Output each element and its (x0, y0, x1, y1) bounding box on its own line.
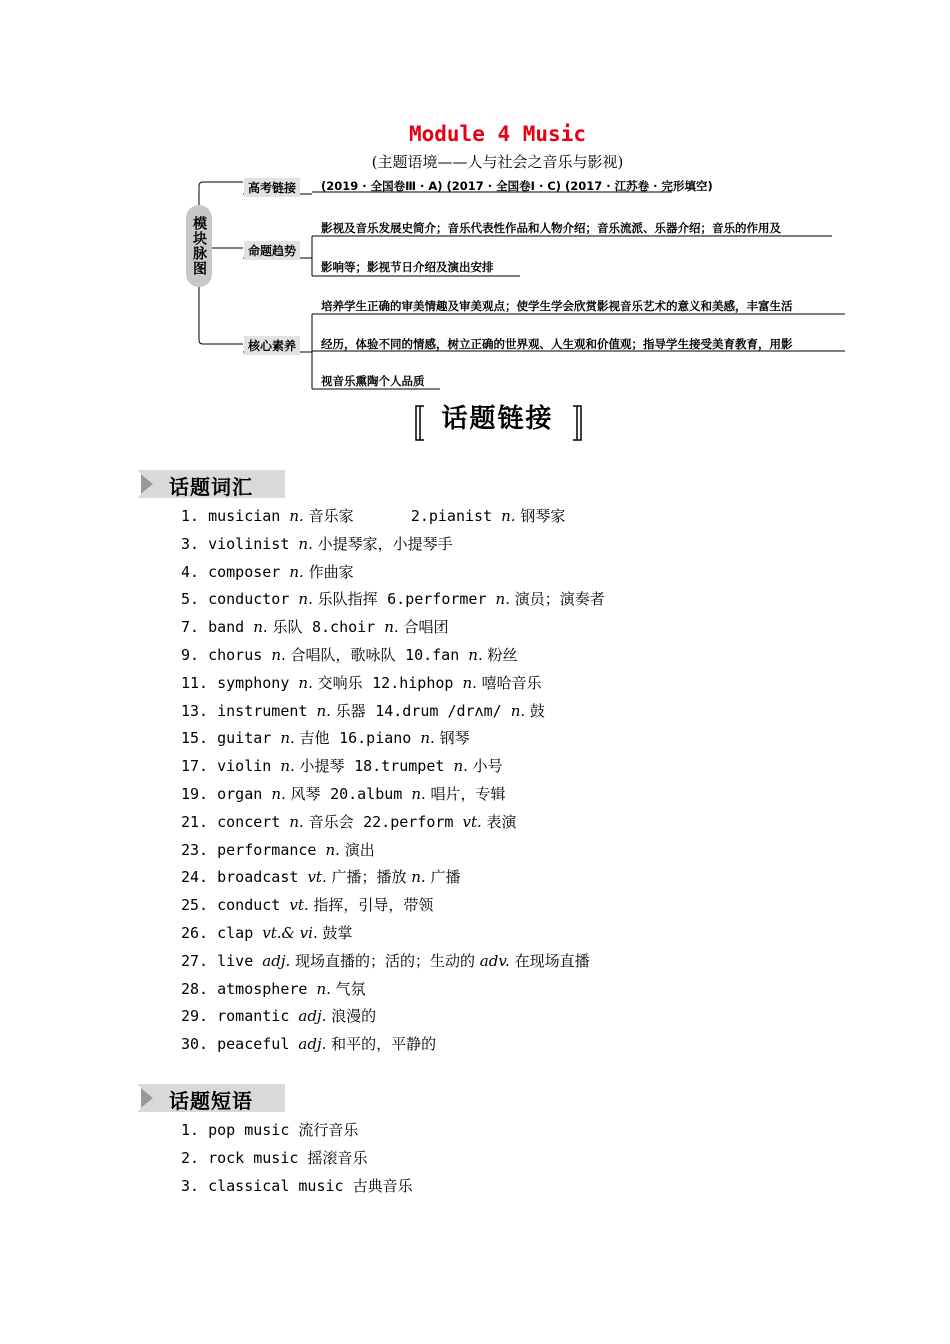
term: 2.pianist (410, 507, 502, 525)
list-item (181, 920, 605, 948)
term: 5. conductor (181, 590, 299, 609)
part-of-speech: adv. (479, 951, 510, 970)
list-item (181, 531, 605, 559)
part-of-speech: n. (453, 757, 468, 776)
definition: 鼓掌 (317, 923, 353, 942)
term: 7. band (181, 618, 254, 637)
list-item (181, 1173, 413, 1201)
part-of-speech: n. (384, 618, 399, 637)
definition: 乐队 (267, 618, 312, 637)
definition: 合唱队，歌咏队 (285, 645, 406, 664)
term: 16.piano (339, 729, 421, 748)
branch-core-label: 核心素养 (244, 336, 300, 355)
definition: 在现场直播 (509, 951, 590, 970)
part-of-speech: n. (280, 729, 295, 748)
definition: 吉他 (294, 729, 340, 748)
part-of-speech: vt. (289, 896, 309, 915)
term: 1. pop music (181, 1121, 299, 1139)
term: 3. violinist (181, 534, 299, 553)
definition: 小号 (467, 757, 503, 776)
branch-trend-text-2: 影响等；影视节日介绍及演出安排 (321, 260, 494, 274)
definition: 现场直播的；活的；生动的 (290, 951, 480, 970)
definition: 演出 (339, 840, 375, 859)
part-of-speech: n. (271, 784, 286, 803)
definition: 钢琴家 (515, 507, 566, 525)
term: 9. chorus (181, 645, 272, 664)
part-of-speech: n. (495, 590, 510, 609)
part-of-speech: n. (316, 979, 331, 998)
definition: 唱片，专辑 (425, 784, 506, 803)
list-item (181, 948, 605, 976)
part-of-speech: n. (253, 618, 268, 637)
definition: 古典音乐 (352, 1176, 413, 1195)
part-of-speech: n. (289, 562, 304, 581)
banner-brackets (0, 0, 950, 460)
topic-link-banner: 话题链接 (441, 404, 554, 434)
page-title: Module 4 Music (408, 122, 586, 146)
part-of-speech: n. (271, 645, 286, 664)
list-item (181, 837, 605, 865)
definition: 作曲家 (303, 562, 354, 581)
definition: 音乐家 (303, 507, 411, 525)
branch-trend-text-1: 影视及音乐发展史简介；音乐代表性作品和人物介绍；音乐流派、乐器介绍；音乐的作用及 (321, 221, 781, 235)
definition: 交响乐 (312, 673, 373, 692)
phrase-list (181, 1117, 413, 1200)
arrow-icon (141, 1088, 153, 1108)
part-of-speech: n. (289, 507, 304, 525)
term: 12.hiphop (372, 673, 463, 692)
list-item (181, 725, 605, 753)
list-item (181, 503, 605, 531)
term: 17. violin (181, 757, 281, 776)
list-item (181, 670, 605, 698)
list-item (181, 892, 605, 920)
part-of-speech: n. (411, 784, 426, 803)
section-vocab-header: 话题词汇 (137, 470, 285, 498)
term: 25. conduct (181, 896, 290, 915)
term: 28. atmosphere (181, 979, 317, 998)
definition: 指挥，引导，带领 (308, 896, 434, 915)
definition: 气氛 (330, 979, 366, 998)
definition: 乐器 (330, 701, 376, 720)
part-of-speech: adj. (298, 1035, 327, 1054)
term: 15. guitar (181, 729, 281, 748)
term: 19. organ (181, 784, 272, 803)
part-of-speech: n. (280, 757, 295, 776)
part-of-speech: n. (325, 840, 340, 859)
term: 18.trumpet (354, 757, 454, 776)
definition: 钢琴 (434, 729, 470, 748)
definition: 音乐会 (303, 812, 364, 831)
branch-gaokao-label: 高考链接 (244, 178, 300, 197)
part-of-speech: n. (298, 673, 313, 692)
branch-core-text-1: 培养学生正确的审美情趣及审美观点；使学生学会欣赏影视音乐艺术的意义和美感，丰富生活 (321, 299, 793, 313)
term: 2. rock music (181, 1148, 308, 1167)
term: 11. symphony (181, 673, 299, 692)
definition: 鼓 (525, 701, 545, 720)
definition: 乐队指挥 (312, 590, 388, 609)
term: 27. live (181, 951, 263, 970)
term: 4. composer (181, 562, 290, 581)
definition: 广播 (425, 868, 461, 887)
definition: 小提琴家，小提琴手 (312, 534, 453, 553)
list-item (181, 864, 605, 892)
list-item (181, 753, 605, 781)
list-item (181, 781, 605, 809)
list-item (181, 809, 605, 837)
part-of-speech: n. (468, 645, 483, 664)
definition: 嘻哈音乐 (476, 673, 542, 692)
part-of-speech: n. (510, 701, 526, 720)
part-of-speech: vt.& vi. (262, 923, 318, 942)
part-of-speech: n. (289, 812, 304, 831)
term: 30. peaceful (181, 1035, 299, 1054)
part-of-speech: vt. (307, 868, 327, 887)
term: 22.perform (363, 812, 463, 831)
definition: 演员；演奏者 (509, 590, 605, 609)
definition: 摇滚音乐 (307, 1148, 368, 1167)
arrow-icon (141, 474, 153, 494)
definition: 和平的，平静的 (326, 1035, 437, 1054)
term: 10.fan (405, 645, 469, 664)
term: 20.album (330, 784, 412, 803)
definition: 流行音乐 (298, 1121, 359, 1139)
definition: 粉丝 (482, 645, 518, 664)
term: 29. romantic (181, 1007, 299, 1026)
list-item (181, 1145, 413, 1173)
list-item (181, 1117, 413, 1145)
definition: 广播；播放 (326, 868, 412, 887)
part-of-speech: vt. (462, 812, 482, 831)
part-of-speech: n. (501, 507, 516, 525)
term: 23. performance (181, 840, 326, 859)
list-item (181, 976, 605, 1004)
definition: 合唱团 (398, 618, 449, 637)
part-of-speech: adj. (262, 951, 291, 970)
term: 24. broadcast (181, 868, 308, 887)
term: 1. musician (181, 507, 290, 525)
term: 14.drum /drʌm/ (375, 701, 511, 720)
term: 26. clap (181, 923, 263, 942)
branch-core-text-2: 经历，体验不同的情感，树立正确的世界观、人生观和价值观；指导学生接受美育教育，用影 (321, 337, 793, 351)
list-item (181, 559, 605, 587)
list-item (181, 586, 605, 614)
definition: 风琴 (285, 784, 331, 803)
definition: 小提琴 (294, 757, 355, 776)
definition: 浪漫的 (326, 1007, 377, 1026)
list-item (181, 614, 605, 642)
part-of-speech: n. (298, 534, 313, 553)
list-item (181, 698, 605, 726)
term: 6.performer (387, 590, 496, 609)
term: 13. instrument (181, 701, 317, 720)
page-subtitle: (主题语境——人与社会之音乐与影视) (371, 153, 624, 171)
branch-gaokao-text: (2019 · 全国卷Ⅲ · A) (2017 · 全国卷Ⅰ · C) (2017 · 江苏卷 · 完形填空) (321, 179, 713, 193)
term: 3. classical music (181, 1176, 353, 1195)
mindmap-root: 模块脉图 (186, 205, 212, 287)
list-item (181, 642, 605, 670)
term: 8.choir (312, 618, 385, 637)
list-item (181, 1031, 605, 1059)
part-of-speech: n. (462, 673, 477, 692)
list-item (181, 1003, 605, 1031)
definition: 表演 (481, 812, 517, 831)
part-of-speech: adj. (298, 1007, 327, 1026)
part-of-speech: n. (316, 701, 331, 720)
branch-trend-label: 命题趋势 (244, 241, 300, 260)
term: 21. concert (181, 812, 290, 831)
part-of-speech: n. (411, 868, 426, 887)
vocab-list (181, 503, 605, 1059)
section-phrases-header: 话题短语 (137, 1084, 285, 1112)
part-of-speech: n. (420, 729, 435, 748)
part-of-speech: n. (298, 590, 313, 609)
branch-core-text-3: 视音乐熏陶个人品质 (321, 374, 425, 388)
